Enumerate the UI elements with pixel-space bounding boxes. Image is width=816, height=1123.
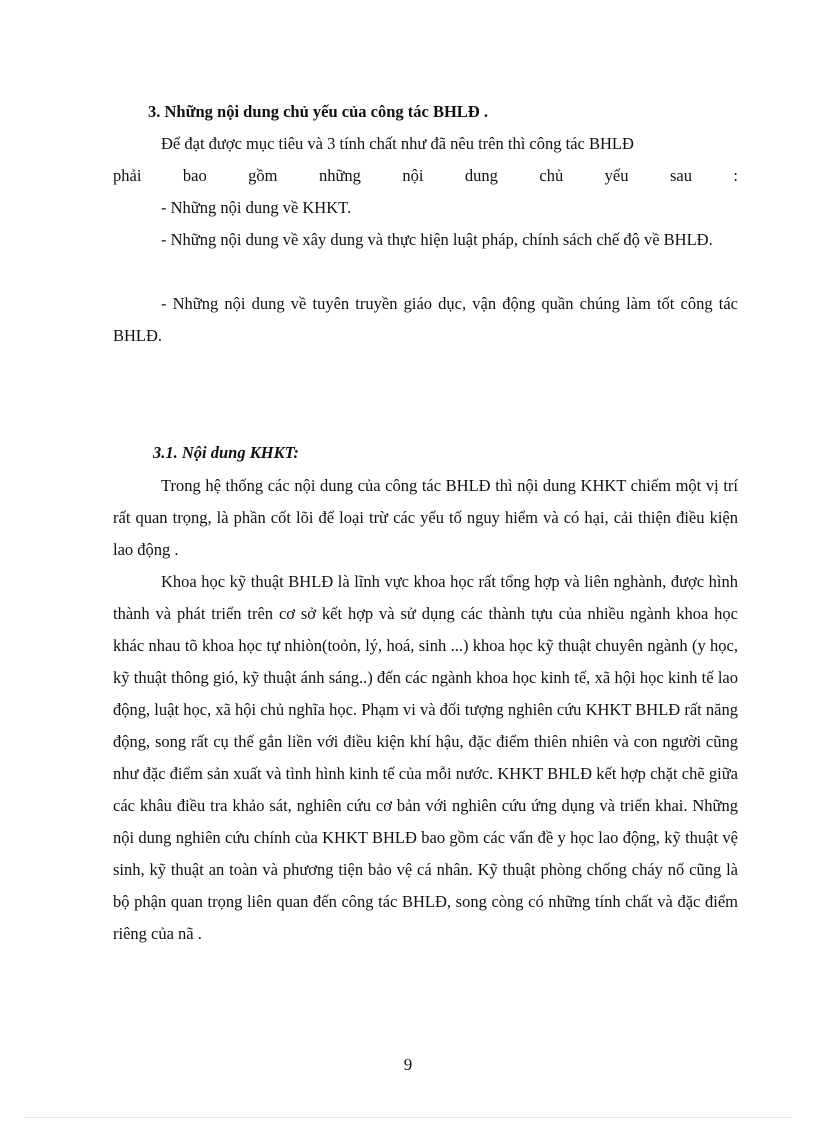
section-heading: 3. Những nội dung chủ yếu của công tác BHLĐ . bbox=[148, 102, 488, 121]
subsection-heading: 3.1. Nội dung KHKT: bbox=[153, 443, 299, 462]
intro-line-2: phải bao gồm những nội dung chủ yếu sau : bbox=[113, 166, 738, 185]
list-item-khkt: - Những nội dung về KHKT. bbox=[161, 198, 352, 217]
intro-line-1: Để đạt được mục tiêu và 3 tính chất như đã nêu trên thì công tác BHLĐ bbox=[161, 134, 634, 153]
page-number: 9 bbox=[403, 1055, 413, 1074]
paragraph-2: Khoa học kỹ thuật BHLĐ là lĩnh vực khoa học rất tổng hợp và liên nghành, được hình thành và phát triển trên cơ sở kết hợp và sử dụng các thành tựu của nhiều ngành khoa học khác nhau tõ khoa học tự nhiòn(toỏn, lý, hoá, sinh ...) khoa học kỹ thuật chuyên ngành (y học, kỹ thuật thông gió, kỹ thuật ánh sáng..) đến các ngành khoa học kinh tế, xã hội học kinh tế lao động, luật học, xã hội chủ nghĩa học. Phạm vi và đối tượng nghiên cứu KHKT BHLĐ rất năng động, song rất cụ thể gắn liền với điều kiện khí hậu, đặc điểm thiên nhiên và con người cũng như đặc điểm sản xuất và tình hình kinh tế của mỗi nước. KHKT BHLĐ kết hợp chặt chẽ giữa các khâu điều tra khảo sát, nghiên cứu cơ bản với nghiên cứu ứng dụng và triển khai. Những nội dung nghiên cứu chính của KHKT BHLĐ bao gồm các vấn đề y học lao động, kỹ thuật vệ sinh, kỹ thuật an toàn và phương tiện bảo vệ cá nhân. Kỹ thuật phòng chống cháy nổ cũng là bộ phận quan trọng liên quan đến công tác BHLĐ, song còng có những tính chất và đặc điểm riêng của nã . bbox=[113, 572, 738, 943]
list-item-propaganda: - Những nội dung về tuyên truyền giáo dục, vận động quần chúng làm tốt công tác BHLĐ. bbox=[113, 294, 738, 345]
paragraph-1: Trong hệ thống các nội dung của công tác BHLĐ thì nội dung KHKT chiếm một vị trí rất quan trọng, là phần cốt lõi để loại trừ các yếu tố nguy hiểm và có hại, cải thiện điều kiện lao động . bbox=[113, 476, 738, 559]
page-bottom-divider bbox=[25, 1117, 791, 1118]
list-item-law: - Những nội dung về xây dung và thực hiện luật pháp, chính sách chế độ về BHLĐ. bbox=[161, 230, 713, 249]
